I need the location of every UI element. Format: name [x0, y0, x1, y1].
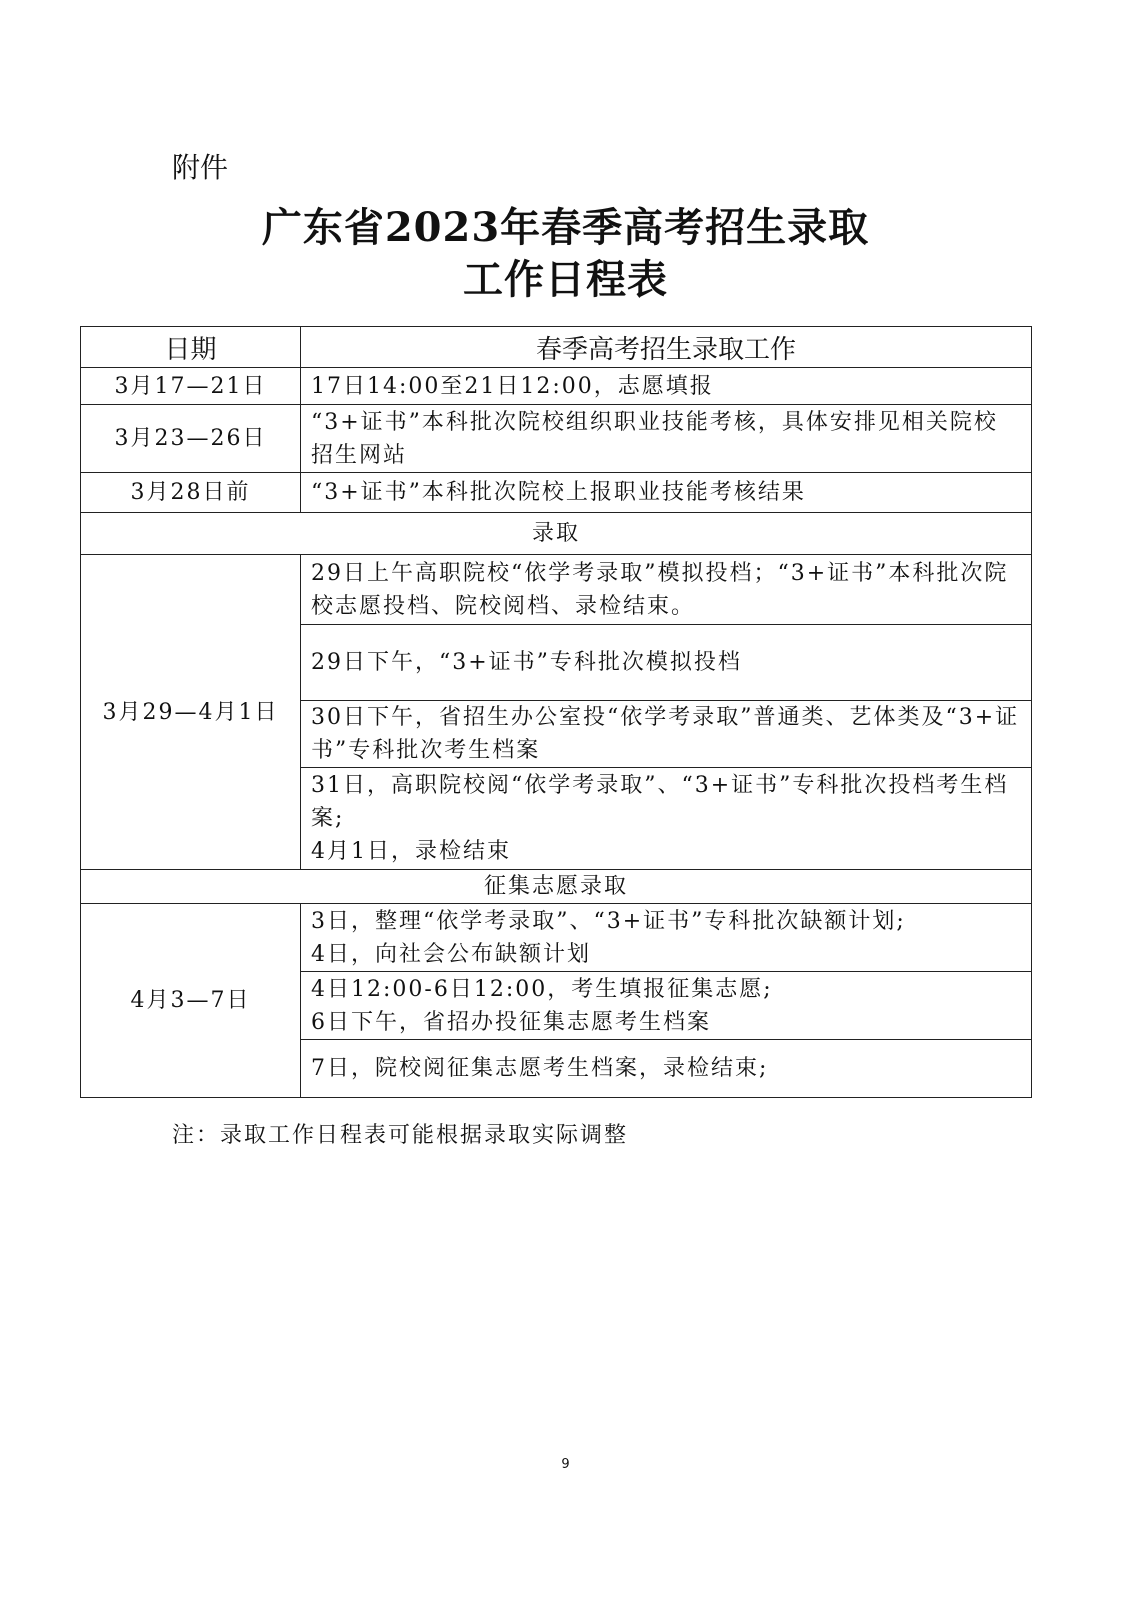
row-work: 17日14:00至21日12:00，志愿填报	[301, 368, 1032, 405]
supplement-date: 4月3—7日	[81, 904, 301, 1098]
page-number: 9	[561, 1457, 570, 1472]
supplement-item-line: 6日下午，省招办投征集志愿考生档案	[311, 1009, 711, 1035]
row-date: 3月28日前	[81, 473, 301, 513]
admission-item: 29日上午高职院校“依学考录取”模拟投档；“3+证书”本科批次院校志愿投档、院校阅档、录检结束。	[301, 555, 1032, 625]
supplement-item	[301, 972, 1032, 1040]
table-row	[81, 555, 1032, 625]
schedule-table	[80, 326, 1032, 1098]
table-row	[81, 405, 1032, 473]
row-work: “3+证书”本科批次院校上报职业技能考核结果	[301, 473, 1032, 513]
document-title-line2: 工作日程表	[463, 256, 668, 303]
supplement-item: 7日，院校阅征集志愿考生档案，录检结束;	[301, 1040, 1032, 1098]
section-supplement: 征集志愿录取	[81, 870, 1032, 904]
document-title-line1: 广东省2023年春季高考招生录取	[261, 204, 870, 251]
supplement-item-line: 4日，向社会公布缺额计划	[311, 941, 591, 967]
admission-item: 30日下午，省招生办公室投“依学考录取”普通类、艺体类及“3+证书”专科批次考生档案	[301, 701, 1032, 768]
table-row	[81, 904, 1032, 972]
admission-item-line: 31日，高职院校阅“依学考录取”、“3+证书”专科批次投档考生档案;	[311, 773, 1009, 831]
admission-date: 3月29—4月1日	[81, 555, 301, 870]
row-work: “3+证书”本科批次院校组织职业技能考核，具体安排见相关院校招生网站	[301, 405, 1032, 473]
section-admission: 录取	[81, 513, 1032, 555]
supplement-item	[301, 904, 1032, 972]
row-date: 3月23—26日	[81, 405, 301, 473]
header-date: 日期	[81, 327, 301, 368]
supplement-item-line: 4日12:00-6日12:00，考生填报征集志愿;	[311, 976, 773, 1002]
supplement-item-line: 3日，整理“依学考录取”、“3+证书”专科批次缺额计划;	[311, 908, 906, 934]
header-work: 春季高考招生录取工作	[301, 327, 1032, 368]
footnote: 注：录取工作日程表可能根据录取实际调整	[172, 1123, 629, 1148]
table-header-row	[81, 327, 1032, 368]
admission-item	[301, 768, 1032, 870]
admission-item: 29日下午，“3+证书”专科批次模拟投档	[301, 625, 1032, 701]
section-row-admission	[81, 513, 1032, 555]
row-date: 3月17—21日	[81, 368, 301, 405]
table-row	[81, 368, 1032, 405]
admission-item-line: 4月1日，录检结束	[311, 839, 511, 864]
section-row-supplement	[81, 870, 1032, 904]
table-row	[81, 473, 1032, 513]
attachment-label: 附件	[172, 151, 229, 184]
